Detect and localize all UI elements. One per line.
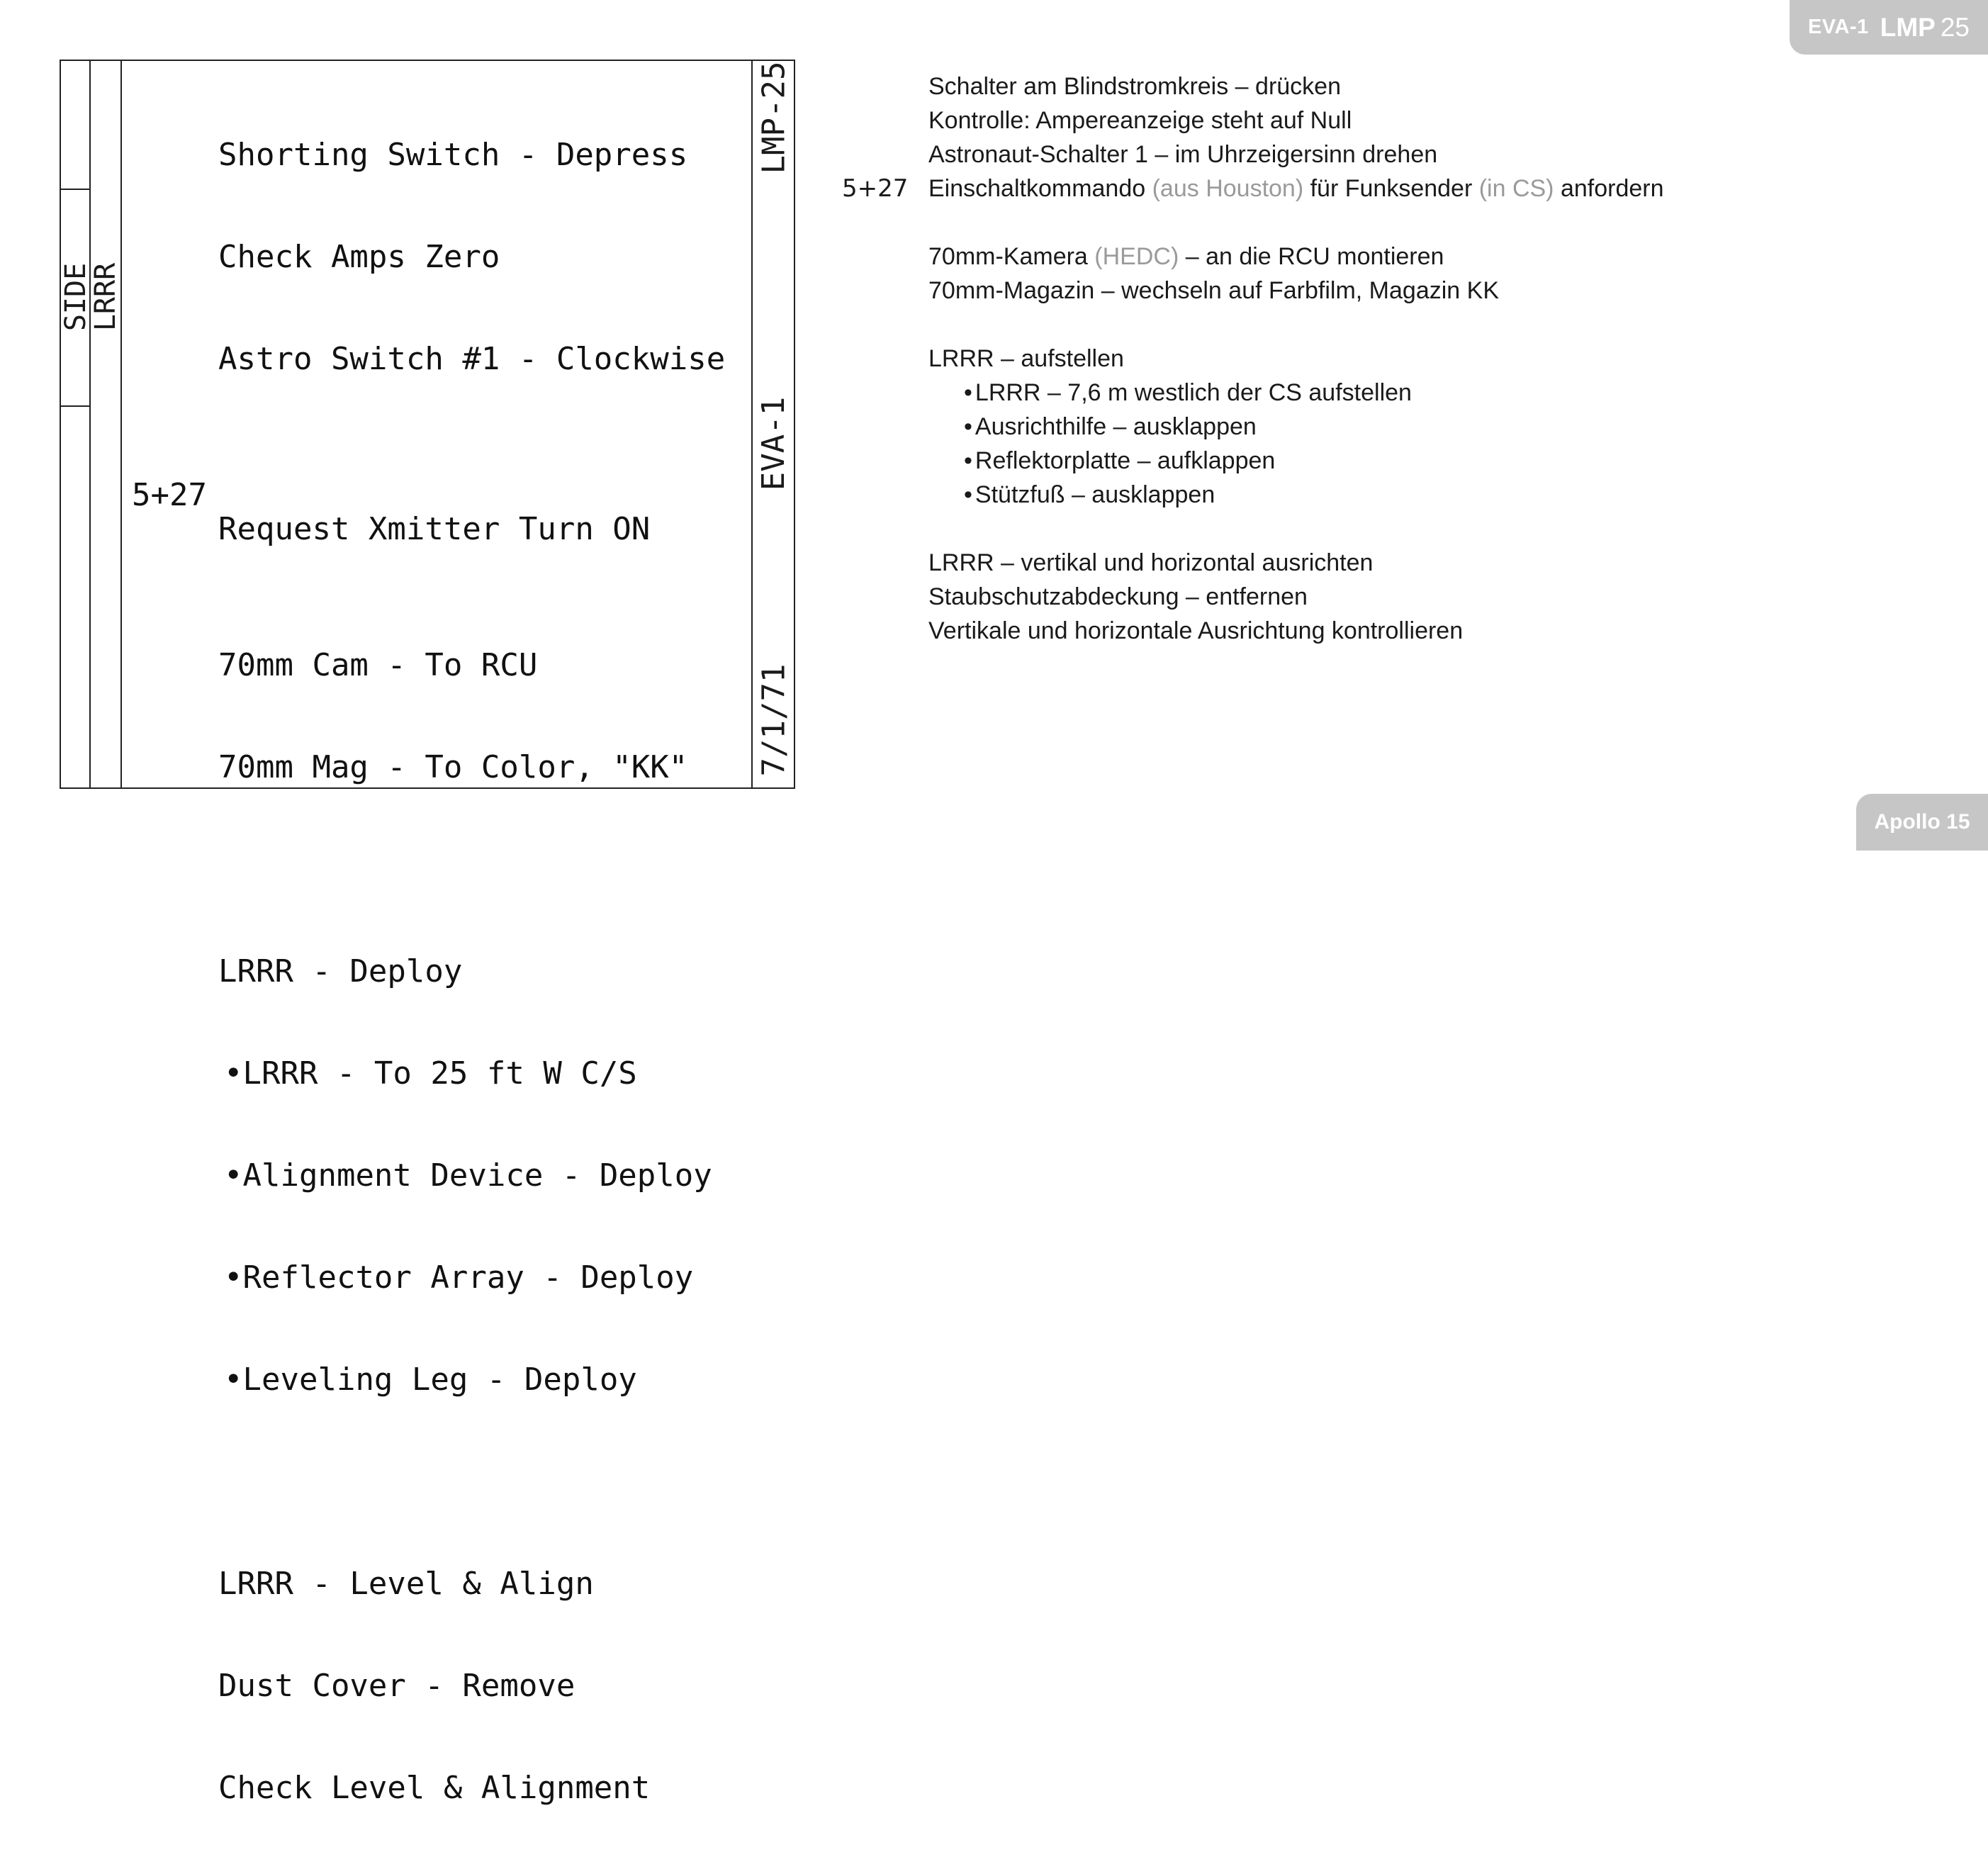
checklist-blank (132, 1465, 743, 1499)
checklist-substep: • Leveling Leg - Deploy (224, 1363, 637, 1397)
checklist-step: Check Amps Zero (218, 239, 500, 275)
translation-step: Schalter am Blindstromkreis – drücken (928, 73, 1342, 100)
strip-eva (753, 359, 795, 529)
translation-line (842, 546, 1799, 580)
card-divider (120, 61, 122, 787)
translation-step (928, 240, 1444, 274)
translation-step: Kontrolle: Ampereanzeige steht auf Null (928, 107, 1352, 134)
translation-note: (in CS) (1478, 175, 1554, 202)
lrrr-tab-label: LRRR (89, 262, 123, 332)
translation-substep: • Reflektorplatte – aufklappen (964, 444, 1275, 478)
checklist-line (132, 955, 743, 989)
translation-blank (842, 308, 1799, 342)
checklist-body (132, 70, 743, 1873)
translation-note: (aus Houston) (1152, 175, 1304, 202)
checklist-line (132, 1669, 743, 1703)
checklist-substep: • Alignment Device - Deploy (224, 1159, 712, 1193)
checklist-line (132, 1159, 743, 1193)
checklist-line (132, 1363, 743, 1397)
strip-page-id (753, 61, 795, 174)
translation-blank (842, 512, 1799, 546)
translation-line (842, 342, 1799, 376)
translation-text: 70mm-Kamera (928, 243, 1095, 270)
checklist-step: 70mm Cam - To RCU (218, 647, 538, 683)
header-role-label: LMP (1880, 12, 1936, 42)
translation-substep: • Ausrichthilfe – ausklappen (964, 410, 1257, 444)
translation-line (842, 103, 1799, 138)
card-divider (89, 61, 91, 787)
strip-date-label: 7/1/71 (756, 663, 792, 777)
page-header-tab (1790, 0, 1988, 55)
translation-time: 5+27 (842, 174, 909, 203)
translation-line (842, 138, 1799, 172)
card-divider (61, 405, 91, 407)
checklist-line (132, 1771, 743, 1805)
checklist-line (132, 1057, 743, 1091)
checklist-step: LRRR - Level & Align (218, 1566, 594, 1602)
checklist-line (132, 444, 743, 547)
lrrr-tab (89, 189, 123, 405)
translation-substep: • LRRR – 7,6 m westlich der CS aufstellen (964, 376, 1412, 410)
translation-line (842, 240, 1799, 274)
checklist-step: Check Level & Alignment (218, 1770, 651, 1806)
translation-line (842, 376, 1799, 410)
translation-line (842, 614, 1799, 648)
checklist-line (132, 649, 743, 683)
translation-step: Vertikale und horizontale Ausrichtung kontrollieren (928, 617, 1464, 644)
checklist-line (132, 240, 743, 274)
translation-line (842, 580, 1799, 614)
checklist-step: Dust Cover - Remove (218, 1668, 575, 1704)
translation-text: anfordern (1554, 175, 1664, 202)
checklist-step: LRRR - Deploy (218, 953, 463, 989)
translation-line (842, 478, 1799, 512)
translation-note: (HEDC) (1094, 243, 1179, 270)
translation-blank (842, 206, 1799, 240)
checklist-card (60, 60, 795, 1806)
header-page-number: 25 (1940, 12, 1970, 42)
checklist-substep: • Reflector Array - Deploy (224, 1261, 693, 1295)
translation-step: Astronaut-Schalter 1 – im Uhrzeigersinn drehen (928, 141, 1438, 168)
translation-line (842, 69, 1799, 103)
translation-line (842, 274, 1799, 308)
footer-mission-label: Apollo 15 (1874, 810, 1970, 834)
translation-step: Staubschutzabdeckung – entfernen (928, 583, 1308, 610)
checklist-line (132, 751, 743, 785)
translation-substep: • Stützfuß – ausklappen (964, 478, 1215, 512)
checklist-line (132, 342, 743, 376)
translation-text: – an die RCU montieren (1179, 243, 1444, 270)
checklist-blank (132, 853, 743, 887)
strip-date (753, 656, 795, 784)
translation-step (928, 172, 1664, 206)
side-tab-label: SIDE (60, 262, 93, 332)
translation-column (842, 69, 1799, 648)
translation-line (842, 410, 1799, 444)
checklist-line (132, 138, 743, 172)
translation-step: LRRR – vertikal und horizontal ausrichten (928, 549, 1374, 576)
checklist-step: Shorting Switch - Depress (218, 137, 688, 173)
checklist-blank (132, 546, 743, 580)
translation-step: 70mm-Magazin – wechseln auf Farbfilm, Magazin KK (928, 277, 1499, 304)
checklist-step: 70mm Mag - To Color, "KK" (218, 749, 688, 785)
header-eva-label: EVA-1 (1807, 16, 1869, 38)
translation-line (842, 444, 1799, 478)
checklist-line (132, 1261, 743, 1295)
translation-line (842, 172, 1799, 206)
checklist-step: Request Xmitter Turn ON (218, 511, 651, 547)
translation-text: für Funksender (1303, 175, 1479, 202)
checklist-line (132, 1567, 743, 1601)
checklist-step: Astro Switch #1 - Clockwise (218, 341, 726, 377)
checklist-substep: • LRRR - To 25 ft W C/S (224, 1057, 637, 1091)
side-tab (61, 189, 91, 405)
strip-eva-label: EVA-1 (756, 396, 792, 491)
strip-page-label: LMP-25 (756, 61, 792, 174)
mission-footer-tab (1856, 794, 1988, 851)
checklist-time: 5+27 (132, 477, 207, 513)
translation-step: LRRR – aufstellen (928, 345, 1124, 372)
translation-text: Einschaltkommando (928, 175, 1152, 202)
